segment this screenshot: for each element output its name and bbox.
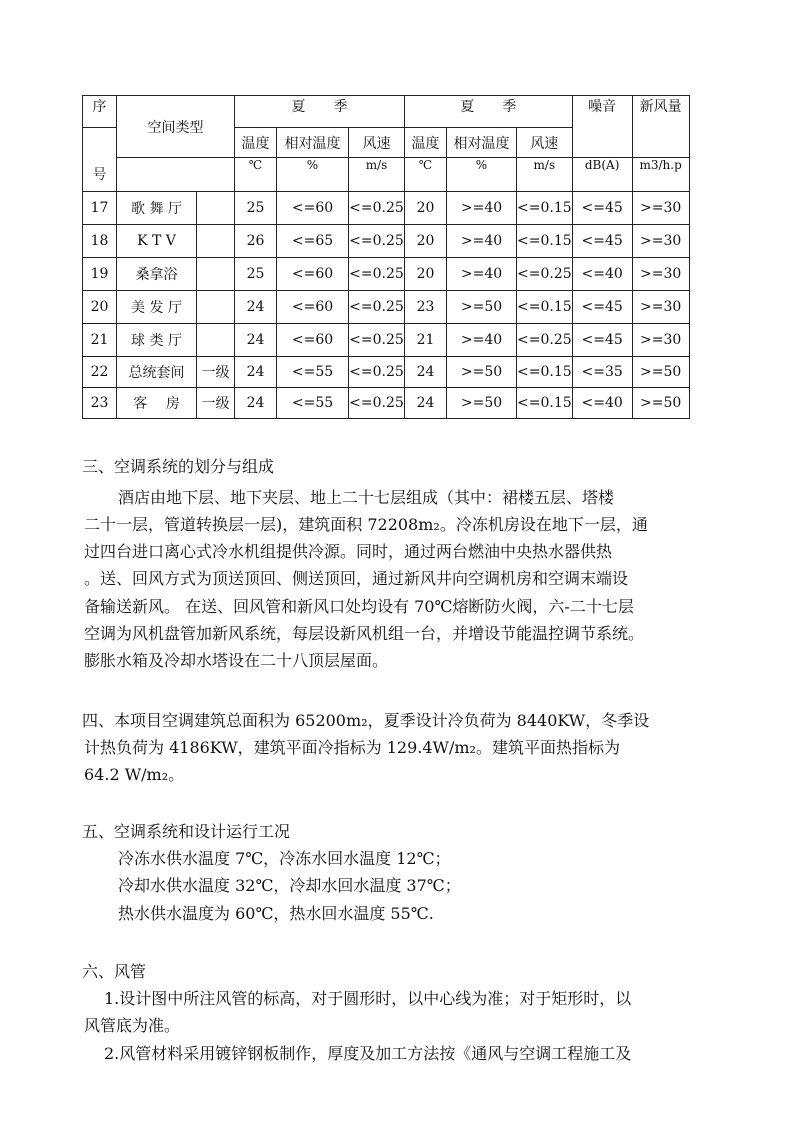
row-temp-winter: 20 xyxy=(405,192,447,225)
row-index: 19 xyxy=(83,258,117,291)
header-group-winter: 夏 季 xyxy=(405,96,573,128)
section-3-line: 。送、回风方式为顶送顶回、侧送顶回，通过新风井向空调机房和空调末端设 xyxy=(84,569,629,588)
row-fresh-air: >=50 xyxy=(632,357,689,388)
unit-noise: dB(A) xyxy=(572,158,632,192)
unit-speed-summer: m/s xyxy=(349,158,405,192)
row-humidity-summer: <=60 xyxy=(277,192,349,225)
row-speed-winter: <=0.15 xyxy=(517,192,573,225)
row-level: 一级 xyxy=(197,388,235,419)
row-humidity-winter: >=40 xyxy=(447,258,517,291)
table-row xyxy=(83,192,690,225)
row-speed-winter: <=0.15 xyxy=(517,225,573,258)
row-fresh-air: >=30 xyxy=(632,291,689,324)
row-space-type: 客 房 xyxy=(117,388,197,419)
row-speed-summer: <=0.25 xyxy=(349,324,405,357)
table-row xyxy=(83,225,690,258)
row-index: 20 xyxy=(83,291,117,324)
header-space-type-unit xyxy=(117,158,235,192)
section-3-line: 备输送新风。 在送、回风管和新风口处均设有 70℃熔断防火阀，六-二十七层 xyxy=(84,597,634,616)
section-6-line: 1.设计图中所注风管的标高，对于圆形时，以中心线为准；对于矩形时，以 xyxy=(104,989,632,1008)
header-index-spacer xyxy=(83,128,117,158)
row-index: 18 xyxy=(83,225,117,258)
row-speed-summer: <=0.25 xyxy=(349,357,405,388)
row-speed-winter: <=0.25 xyxy=(517,258,573,291)
section-4-line: 64.2 W/m₂。 xyxy=(84,765,185,784)
section-5-title: 五、空调系统和设计运行工况 xyxy=(82,822,291,841)
row-temp-winter: 24 xyxy=(405,388,447,419)
row-noise: <=35 xyxy=(572,357,632,388)
row-fresh-air: >=30 xyxy=(632,324,689,357)
unit-temp-summer: ℃ xyxy=(235,158,277,192)
section-3-line: 二十一层，管道转换层一层)，建筑面积 72208m₂。冷冻机房设在地下一层，通 xyxy=(84,515,648,534)
row-humidity-summer: <=55 xyxy=(277,357,349,388)
header-noise: 噪音 xyxy=(572,96,632,158)
unit-temp-winter: ℃ xyxy=(405,158,447,192)
row-level xyxy=(197,192,235,225)
row-noise: <=45 xyxy=(572,192,632,225)
header-humidity-summer: 相对温度 xyxy=(277,128,349,158)
row-space-type: 总统套间 xyxy=(117,357,197,388)
row-temp-summer: 25 xyxy=(235,258,277,291)
row-level xyxy=(197,324,235,357)
row-temp-summer: 24 xyxy=(235,357,277,388)
row-space-type: 桑拿浴 xyxy=(117,258,197,291)
table-row xyxy=(83,258,690,291)
row-humidity-summer: <=60 xyxy=(277,258,349,291)
header-group-summer: 夏 季 xyxy=(235,96,405,128)
row-fresh-air: >=30 xyxy=(632,192,689,225)
row-temp-summer: 26 xyxy=(235,225,277,258)
row-level xyxy=(197,258,235,291)
row-index: 23 xyxy=(83,388,117,419)
row-humidity-summer: <=65 xyxy=(277,225,349,258)
row-temp-winter: 20 xyxy=(405,258,447,291)
header-index-top: 序 xyxy=(83,96,117,128)
section-3-line: 酒店由地下层、地下夹层、地上二十七层组成（其中：裙楼五层、塔楼 xyxy=(118,488,615,507)
section-6-title: 六、风管 xyxy=(82,962,147,981)
row-level xyxy=(197,291,235,324)
row-speed-summer: <=0.25 xyxy=(349,225,405,258)
row-speed-winter: <=0.25 xyxy=(517,324,573,357)
row-humidity-summer: <=60 xyxy=(277,291,349,324)
row-speed-winter: <=0.15 xyxy=(517,388,573,419)
row-noise: <=45 xyxy=(572,324,632,357)
unit-humidity-summer: % xyxy=(277,158,349,192)
row-fresh-air: >=30 xyxy=(632,258,689,291)
section-4-line: 计热负荷为 4186KW，建筑平面冷指标为 129.4W/m₂。建筑平面热指标为 xyxy=(84,738,620,757)
row-space-type: 球 类 厅 xyxy=(117,324,197,357)
section-5-line: 冷却水供水温度 32℃，冷却水回水温度 37℃； xyxy=(118,876,461,895)
row-humidity-winter: >=40 xyxy=(447,192,517,225)
row-humidity-winter: >=50 xyxy=(447,291,517,324)
row-humidity-winter: >=40 xyxy=(447,225,517,258)
row-index: 22 xyxy=(83,357,117,388)
header-temp-winter: 温度 xyxy=(405,128,447,158)
row-space-type: 美 发 厅 xyxy=(117,291,197,324)
row-space-type: K T V xyxy=(117,225,197,258)
row-temp-winter: 21 xyxy=(405,324,447,357)
row-temp-summer: 24 xyxy=(235,291,277,324)
table-row xyxy=(83,388,690,419)
row-index: 17 xyxy=(83,192,117,225)
row-level: 一级 xyxy=(197,357,235,388)
row-humidity-winter: >=50 xyxy=(447,357,517,388)
header-index-bottom: 号 xyxy=(83,158,117,192)
table-row xyxy=(83,291,690,324)
row-speed-summer: <=0.25 xyxy=(349,258,405,291)
section-5-line: 冷冻水供水温度 7℃，冷冻水回水温度 12℃； xyxy=(118,849,451,868)
header-temp-summer: 温度 xyxy=(235,128,277,158)
header-fresh-air: 新风量 xyxy=(632,96,689,158)
row-speed-summer: <=0.25 xyxy=(349,388,405,419)
section-3-title: 三、空调系统的划分与组成 xyxy=(82,457,275,476)
header-speed-winter: 风速 xyxy=(517,128,573,158)
row-humidity-winter: >=40 xyxy=(447,324,517,357)
row-noise: <=45 xyxy=(572,225,632,258)
row-temp-winter: 24 xyxy=(405,357,447,388)
section-6-line: 风管底为准。 xyxy=(84,1016,181,1035)
row-speed-summer: <=0.25 xyxy=(349,291,405,324)
row-temp-summer: 24 xyxy=(235,388,277,419)
row-temp-winter: 23 xyxy=(405,291,447,324)
row-humidity-summer: <=55 xyxy=(277,388,349,419)
table-row xyxy=(83,357,690,388)
unit-humidity-winter: % xyxy=(447,158,517,192)
row-speed-summer: <=0.25 xyxy=(349,192,405,225)
unit-fresh-air: m3/h.p xyxy=(632,158,689,192)
row-speed-winter: <=0.15 xyxy=(517,291,573,324)
header-humidity-winter: 相对温度 xyxy=(447,128,517,158)
row-noise: <=40 xyxy=(572,388,632,419)
unit-speed-winter: m/s xyxy=(517,158,573,192)
row-noise: <=45 xyxy=(572,291,632,324)
header-space-type: 空间类型 xyxy=(117,96,235,158)
spec-table xyxy=(82,95,690,419)
row-fresh-air: >=50 xyxy=(632,388,689,419)
row-speed-winter: <=0.15 xyxy=(517,357,573,388)
section-3-line: 过四台进口离心式冷水机组提供冷源。同时，通过两台燃油中央热水器供热 xyxy=(84,542,613,561)
row-temp-summer: 24 xyxy=(235,324,277,357)
section-5-line: 热水供水温度为 60℃，热水回水温度 55℃. xyxy=(118,904,434,923)
row-noise: <=40 xyxy=(572,258,632,291)
row-temp-summer: 25 xyxy=(235,192,277,225)
row-index: 21 xyxy=(83,324,117,357)
header-speed-summer: 风速 xyxy=(349,128,405,158)
section-3-line: 空调为风机盘管加新风系统，每层设新风机组一台，并增设节能温控调节系统。 xyxy=(84,624,645,643)
row-humidity-winter: >=50 xyxy=(447,388,517,419)
section-6-line: 2.风管材料采用镀锌钢板制作，厚度及加工方法按《通风与空调工程施工及 xyxy=(104,1044,632,1063)
section-4-title: 四、本项目空调建筑总面积为 65200m₂，夏季设计冷负荷为 8440KW，冬季设 xyxy=(82,711,650,730)
row-level xyxy=(197,225,235,258)
row-fresh-air: >=30 xyxy=(632,225,689,258)
row-space-type: 歌 舞 厅 xyxy=(117,192,197,225)
section-3-line: 膨胀水箱及冷却水塔设在二十八顶层屋面。 xyxy=(84,651,389,670)
row-temp-winter: 20 xyxy=(405,225,447,258)
table-row xyxy=(83,324,690,357)
row-humidity-summer: <=60 xyxy=(277,324,349,357)
